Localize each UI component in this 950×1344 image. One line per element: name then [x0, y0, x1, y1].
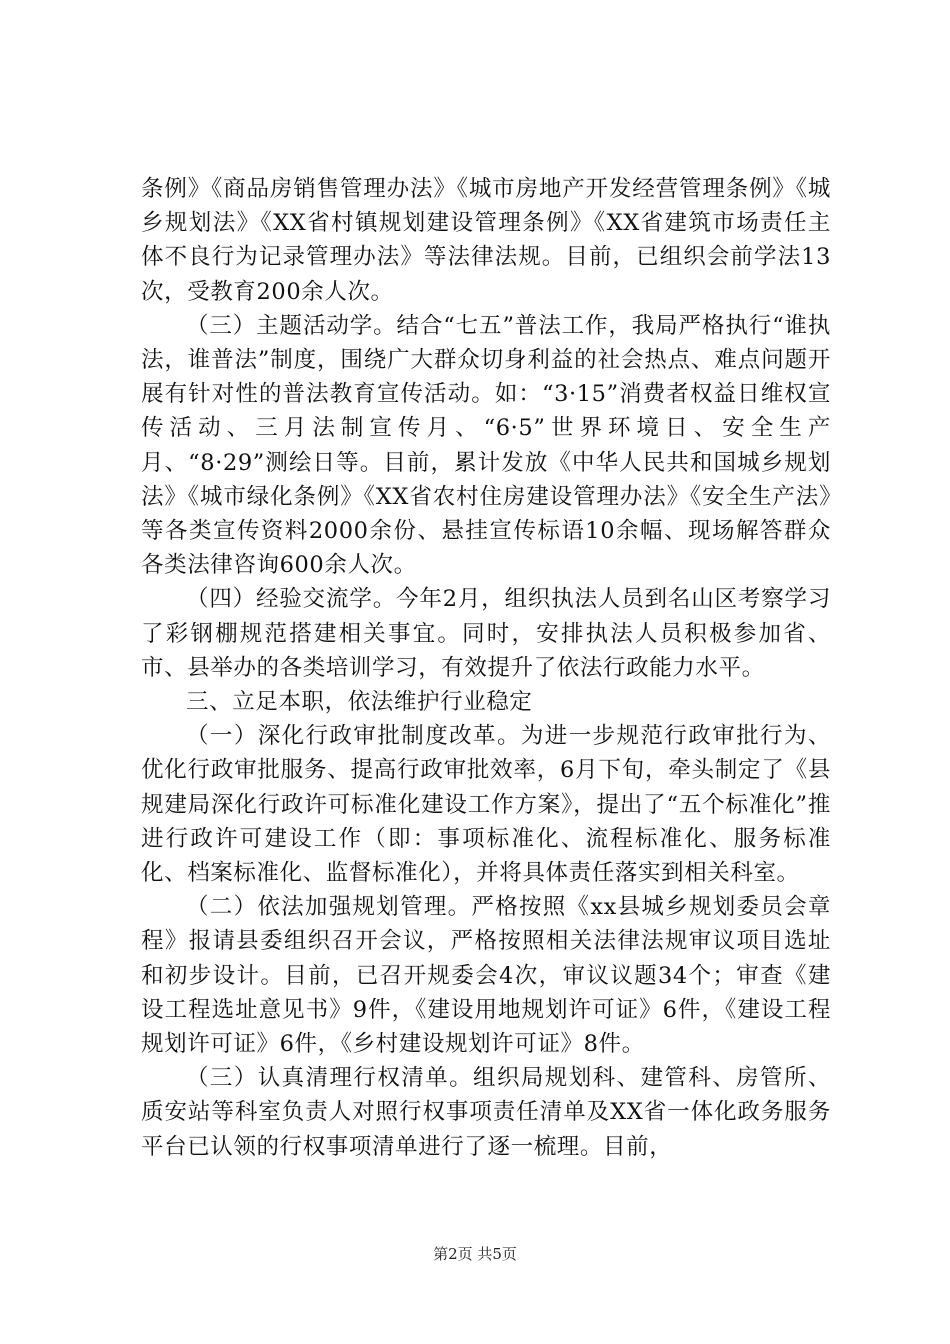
paragraph-experience-exchange: （四）经验交流学。今年2月，组织执法人员到名山区考察学习了彩钢棚规范搭建相关事宜。同时，安排执法人员积极参加省、市、县举办的各类培训学习，有效提升了依法行政能力水平。: [141, 586, 831, 681]
document-body: [141, 172, 831, 1164]
paragraph-admin-approval-reform: （一）深化行政审批制度改革。为进一步规范行政审批行为、优化行政审批服务、提高行政审批效率，6月下旬，牵头制定了《县规建局深化行政许可标准化建设工作方案》，提出了“五个标准化”推进行政许可建设工作（即：事项标准化、流程标准化、服务标准化、档案标准化、监督标准化），并将具体责任落实到相关科室。: [141, 723, 831, 887]
paragraph-planning-management: （二）依法加强规划管理。严格按照《xx县城乡规划委员会章程》报请县委组织召开会议，严格按照相关法律法规审议项目选址和初步设计。目前，已召开规委会4次，审议议题34个；审查《建设工程选址意见书》9件，《建设用地规划许可证》6件，《建设工程规划许可证》6件，《乡村建设规划许可证》8件。: [141, 894, 831, 1058]
paragraph-power-list-cleanup: （三）认真清理行权清单。组织局规划科、建管科、房管所、质安站等科室负责人对照行权事项责任清单及XX省一体化政务服务平台已认领的行权事项清单进行了逐一梳理。目前，: [141, 1065, 831, 1160]
page-footer: 第2页 共5页: [433, 1245, 517, 1263]
paragraph-continuation: 条例》《商品房销售管理办法》《城市房地产开发经营管理条例》《城乡规划法》《XX省村镇规划建设管理条例》《XX省建筑市场责任主体不良行为记录管理办法》等法律法规。目前，已组织会前学法13次，受教育200余人次。: [141, 176, 831, 305]
paragraph-theme-activity: （三）主题活动学。结合“七五”普法工作，我局严格执行“谁执法，谁普法”制度，围绕广大群众切身利益的社会热点、难点问题开展有针对性的普法教育宣传活动。如：“3·15”消费者权益日维权宣传活动、三月法制宣传月、“6·5”世界环境日、安全生产月、“8·29”测绘日等。目前，累计发放《中华人民共和国城乡规划法》《城市绿化条例》《XX省农村住房建设管理办法》《安全生产法》等各类宣传资料2000余份、悬挂宣传标语10余幅、现场解答群众各类法律咨询600余人次。: [141, 312, 831, 579]
section-heading-three: 三、立足本职，依法维护行业稳定: [186, 689, 533, 716]
